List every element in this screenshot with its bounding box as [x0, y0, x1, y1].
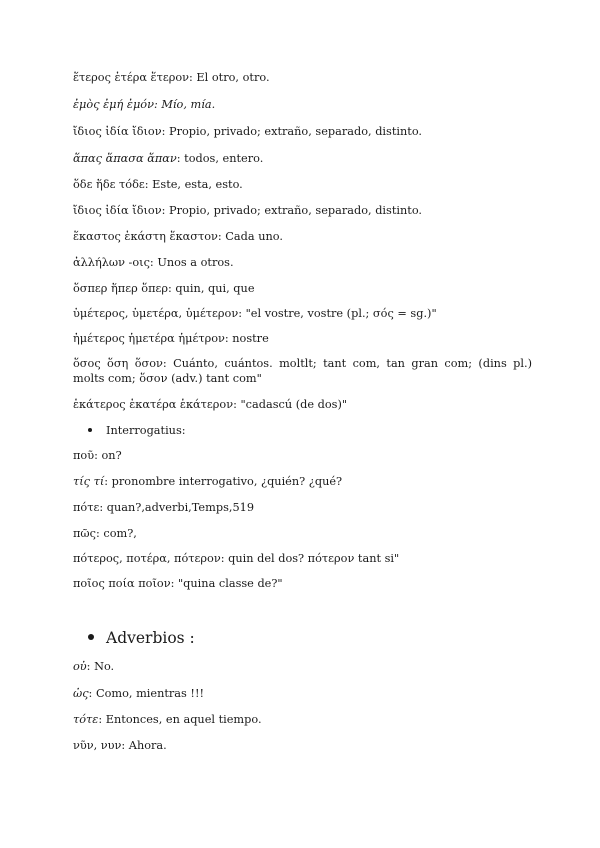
- entry-line: [73, 448, 540, 463]
- definition: : No.: [86, 660, 115, 673]
- definition: : Unos a otros.: [149, 256, 234, 269]
- definition: : "quina classe de?": [170, 577, 283, 590]
- entry-line: [73, 551, 540, 566]
- entry-line: [73, 229, 540, 244]
- definition: : Ahora.: [121, 739, 167, 752]
- definition: : nostre: [224, 332, 269, 345]
- entry-line: [73, 712, 540, 727]
- greek-term: ὅδε ἥδε τόδε: [73, 178, 145, 191]
- entry-line: [73, 97, 540, 112]
- greek-term: ὑμέτερος, ὑμετέρα, ὑμέτερον: [73, 307, 239, 320]
- greek-term: νῦν, νυν: [73, 739, 122, 752]
- greek-term: ἴδιος ἰδία ἴδιον: [73, 204, 162, 217]
- greek-term: τότε: [73, 713, 99, 726]
- greek-term: ποῖος ποία ποῖον: [73, 577, 171, 590]
- definition: : Como, mientras !!!: [88, 687, 205, 700]
- entry-line: [73, 177, 540, 192]
- greek-term: πότε: [73, 501, 100, 514]
- definition: : Cuánto, cuántos. moltlt; tant com, tan gran com; (dins pl.) molts com; ὅσον (adv.) tant com": [73, 357, 532, 385]
- greek-term: πῶς: [73, 527, 96, 540]
- greek-term: ἕκαστος ἑκάστη ἕκαστον: [73, 230, 218, 243]
- greek-term: ἀλλήλων -οις: [73, 256, 150, 269]
- definition: : com?,: [95, 527, 137, 540]
- adverbios-heading: Adverbios :: [88, 628, 195, 648]
- entry-line: [73, 255, 540, 270]
- greek-term: ἡμέτερος ἡμετέρα ἡμέτρον: [73, 332, 225, 345]
- greek-term: ἅπας ἅπασα ἅπαν: [73, 152, 177, 165]
- greek-term: ὡς: [73, 687, 89, 700]
- entry-line: [73, 281, 540, 296]
- greek-term: τίς τί: [73, 475, 105, 488]
- entry-line: [73, 203, 540, 218]
- greek-term: ἑκάτερος ἑκατέρα ἑκάτερον: [73, 398, 234, 411]
- entry-line: [73, 331, 540, 346]
- entry-line: [73, 500, 540, 515]
- definition: : todos, entero.: [176, 152, 264, 165]
- entry-line: [73, 70, 540, 85]
- greek-term: ἐμὸς ἐμή ἐμόν: Mío, mía.: [73, 98, 216, 111]
- entry-line: [73, 738, 540, 753]
- greek-term: ὅσπερ ἥπερ ὅπερ: [73, 282, 169, 295]
- definition: : Este, esta, esto.: [144, 178, 243, 191]
- bullet-icon: [88, 428, 92, 432]
- definition: : pronombre interrogativo, ¿quién? ¿qué?: [104, 475, 343, 488]
- greek-term: ποῦ: [73, 449, 95, 462]
- greek-term: ὅσος ὅση ὅσον: [73, 357, 163, 370]
- entry-line: [73, 151, 540, 166]
- definition: : Entonces, en aquel tiempo.: [98, 713, 262, 726]
- definition: : "cadascú (de dos)": [233, 398, 348, 411]
- greek-term: πότερος, ποτέρα, πότερον: [73, 552, 221, 565]
- definition: : quan?,adverbi,Temps,519: [99, 501, 255, 514]
- greek-term: ἴδιος ἰδία ἴδιον: [73, 125, 162, 138]
- definition: : on?: [94, 449, 122, 462]
- definition: : quin, qui, que: [168, 282, 255, 295]
- interrogatius-heading: Interrogatius:: [88, 423, 186, 438]
- greek-term: ἕτερος ἑτέρα ἕτερον: [73, 71, 190, 84]
- entry-line: [73, 526, 540, 541]
- definition: : Cada uno.: [217, 230, 283, 243]
- definition: : Propio, privado; extraño, separado, distinto.: [161, 125, 423, 138]
- entry-line: [73, 576, 540, 591]
- definition: : "el vostre, vostre (pl.; σός = sg.)": [238, 307, 437, 320]
- entry-line: [73, 659, 540, 674]
- definition: : quin del dos? πότερον tant si": [220, 552, 400, 565]
- entry-line: [73, 356, 532, 386]
- entry-line: [73, 124, 540, 139]
- entry-line: [73, 306, 540, 321]
- entry-line: [73, 686, 540, 701]
- entry-line: [73, 397, 540, 412]
- definition: : El otro, otro.: [189, 71, 270, 84]
- definition: : Propio, privado; extraño, separado, distinto.: [161, 204, 423, 217]
- entry-line: [73, 474, 540, 489]
- greek-term: οὐ: [73, 660, 87, 673]
- bullet-icon: [88, 634, 94, 640]
